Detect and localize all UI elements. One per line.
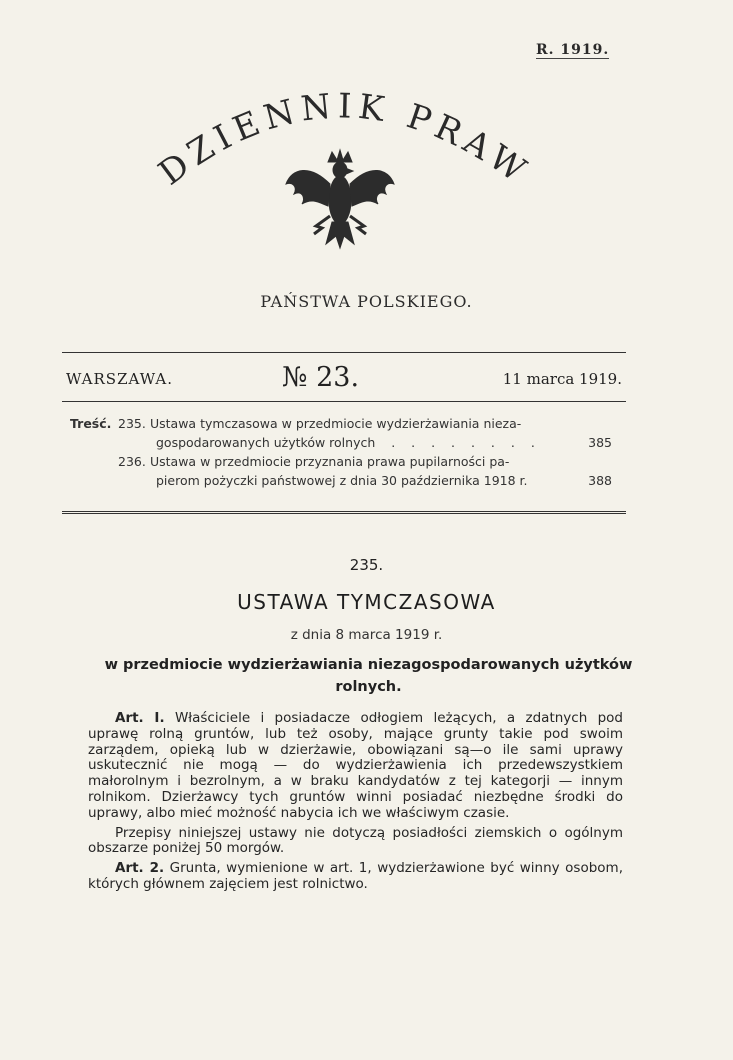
issue-header <box>66 362 622 396</box>
masthead-top-rule <box>62 352 626 353</box>
article-text: Przepisy niniejszej ustawy nie dotyczą posiadłości ziemskich o ogólnym obszarze poniżej 50 morgów. <box>88 824 623 857</box>
masthead-bottom-rule <box>62 401 626 402</box>
entry-title-line: Ustawa tymczasowa w przedmiocie wydzierżawiania nieza- <box>149 416 522 431</box>
article-label: Art. I. <box>115 710 165 726</box>
article-paragraph <box>88 826 623 858</box>
law-body <box>88 711 623 897</box>
journal-subtitle: PAŃSTWA POLSKIEGO. <box>260 292 473 311</box>
entry-page-number: 388 <box>588 473 612 488</box>
journal-title: DZIENNIK PRAW <box>151 85 538 194</box>
contents-double-rule <box>62 511 626 514</box>
law-number: 235. <box>349 556 384 574</box>
leader-dots: . . . . . . . . <box>391 435 541 450</box>
entry-page-number: 385 <box>588 435 612 450</box>
contents-entry <box>118 414 618 452</box>
masthead-emblem <box>120 80 560 290</box>
law-date: z dnia 8 marca 1919 r. <box>290 627 443 643</box>
issue-number: № 23. <box>282 362 360 393</box>
entry-title-line: gospodarowanych użytków rolnych <box>156 435 376 450</box>
entry-number: 236. <box>118 454 146 469</box>
article-paragraph <box>88 711 623 822</box>
law-subject: w przedmiocie wydzierżawiania niezagospodarowanych użytków rolnych. <box>104 657 633 695</box>
law-title: USTAWA TYMCZASOWA <box>237 590 496 614</box>
contents-label: Treść. <box>70 416 112 431</box>
article-text: Właściciele i posiadacze odłogiem leżących, a zdatnych pod uprawę rolną gruntów, lub też osoby, mające grunty takie pod swoim zarządem, opieką lub w dzierżawie, obowiązani są—o ile sami uprawy uskutecznić nie mogą — do wydzierżawienia ich przedewszystkiem małorolnym i bezrolnym, a w braku kandydatów z tej kategorji — innym rolnikom. Dzierżawcy tych gruntów winni posiadać niezbędne środki do uprawy, albo mieć możność nabycia ich we właściwym czasie. <box>88 710 623 821</box>
entry-title-line: pierom pożyczki państwowej z dnia 30 października 1918 r. <box>156 473 528 488</box>
article-paragraph <box>88 861 623 893</box>
contents-entry <box>118 452 618 490</box>
entry-number: 235. <box>118 416 146 431</box>
article-text: Grunta, wymienione w art. 1, wydzierżawione być winny osobom, których głównem zajęciem jest rolnictwo. <box>88 860 623 892</box>
issue-city: WARSZAWA. <box>66 370 173 388</box>
article-label: Art. 2. <box>115 860 165 877</box>
entry-title-line: Ustawa w przedmiocie przyznania prawa pupilarności pa- <box>149 454 510 469</box>
year-mark: R. 1919. <box>536 42 610 58</box>
issue-date: 11 marca 1919. <box>502 370 622 388</box>
eagle-icon <box>286 150 394 248</box>
